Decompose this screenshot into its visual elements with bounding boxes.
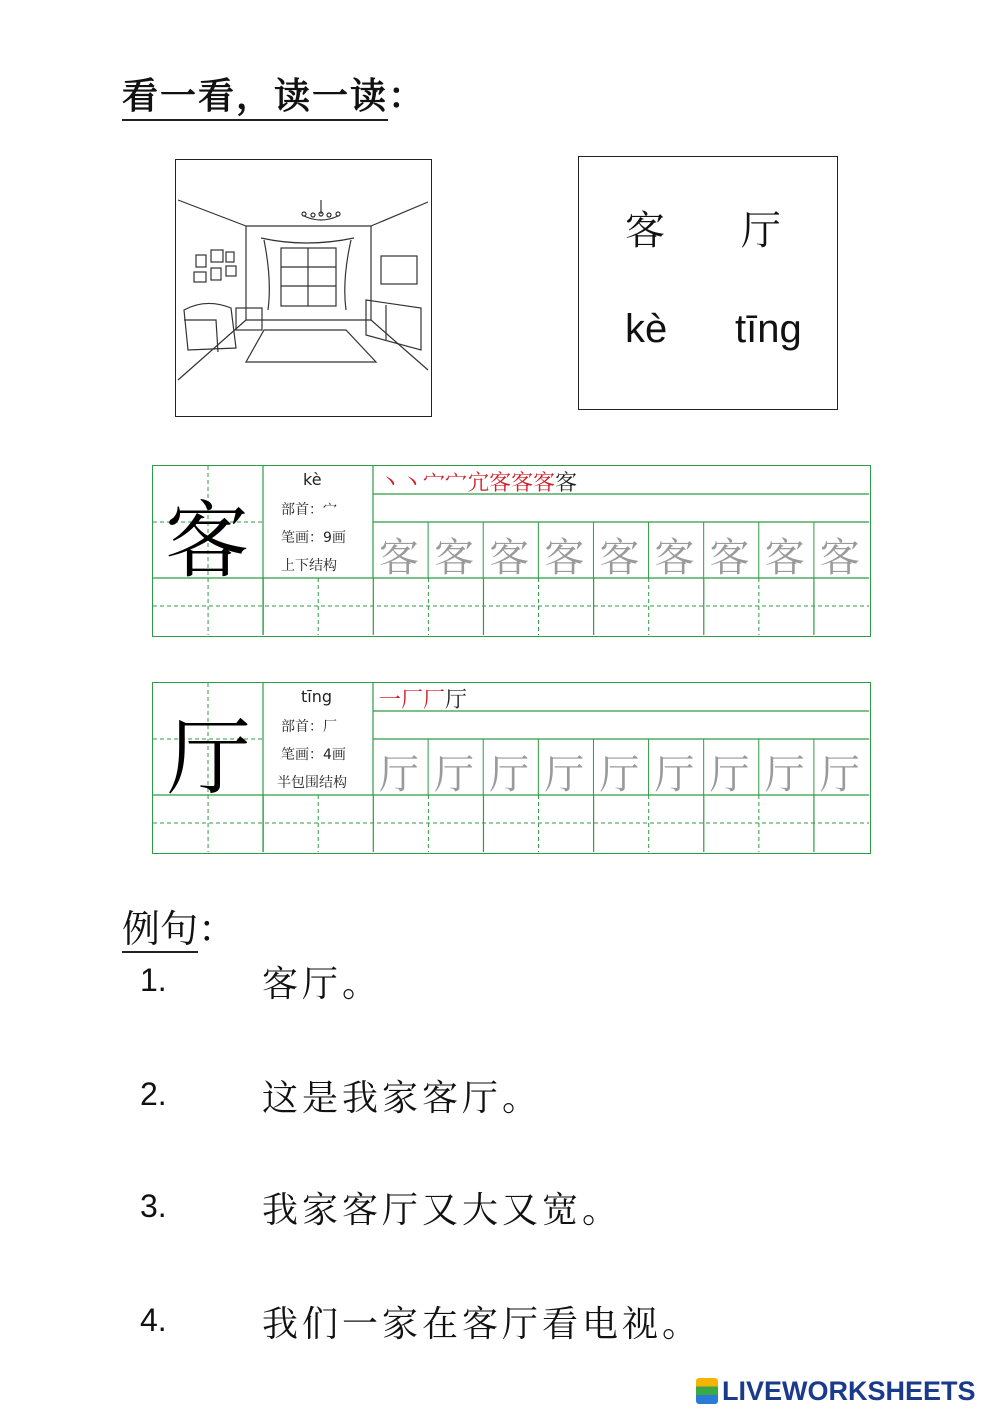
trace-char: 厅 (379, 752, 419, 798)
example-number: 2. (140, 1076, 167, 1112)
trace-char: 厅 (764, 752, 805, 798)
trace-char: 厅 (709, 752, 750, 798)
trace-char: 厅 (654, 752, 695, 798)
trace-char: 厅 (599, 752, 640, 798)
trace-char: 客 (489, 535, 530, 581)
char-radical: 部首：宀 (281, 502, 337, 518)
char-radical: 部首：厂 (281, 719, 337, 735)
char-pinyin: kè (303, 470, 322, 489)
trace-char: 厅 (819, 752, 860, 798)
liveworksheets-logo: LIVEWORKSHEETS (696, 1376, 976, 1407)
example-number: 1. (140, 962, 167, 998)
example-sentence: 我们一家在客厅看电视。 (262, 1304, 703, 1345)
char-card-ting (152, 682, 871, 854)
example-number: 3. (140, 1188, 167, 1224)
trace-char: 厅 (434, 752, 475, 798)
example-sentence: 这是我家客厅。 (262, 1078, 543, 1119)
big-char: 客 (165, 492, 250, 590)
word-char-1: 客 (625, 208, 665, 254)
living-room-picture (175, 159, 432, 417)
char-stroke-count: 笔画：4画 (281, 747, 346, 763)
stroke-step: 宀 (445, 471, 468, 496)
example-sentence: 我家客厅又大又宽。 (262, 1190, 623, 1231)
stroke-step: 客 (555, 471, 578, 496)
examples-title: 例句： (122, 907, 237, 951)
stroke-step: 客 (489, 471, 512, 496)
trace-char: 客 (544, 535, 585, 581)
stroke-order (379, 683, 467, 714)
stroke-order (379, 466, 577, 497)
trace-char: 客 (599, 535, 640, 581)
char-structure: 上下结构 (281, 558, 337, 574)
trace-char: 客 (764, 535, 805, 581)
char-card-ke (152, 465, 871, 637)
stroke-step: 宂 (467, 471, 490, 496)
stroke-step: 厂 (423, 688, 446, 713)
word-char-2: 厅 (741, 208, 781, 254)
stroke-step: 厂 (401, 688, 424, 713)
trace-char: 客 (434, 535, 475, 581)
word-pinyin-1: kè (625, 307, 668, 351)
trace-char: 客 (379, 535, 419, 581)
living-room-illustration-icon (176, 160, 430, 415)
stroke-step: 厅 (445, 688, 468, 713)
stroke-step: 丶 (379, 471, 402, 496)
stroke-step: 客 (533, 471, 556, 496)
trace-char: 厅 (544, 752, 585, 798)
stroke-step: 宀 (423, 471, 446, 496)
stroke-step: 丶 (401, 471, 424, 496)
word-card (578, 156, 838, 410)
trace-char: 厅 (489, 752, 530, 798)
trace-char: 客 (654, 535, 695, 581)
page-title: 看一看，读一读： (122, 68, 426, 119)
logo-icon (696, 1378, 718, 1404)
trace-char: 客 (819, 535, 860, 581)
example-number: 4. (140, 1302, 167, 1338)
char-pinyin: tīng (301, 687, 333, 706)
char-structure: 半包围结构 (277, 775, 347, 791)
stroke-step: 一 (379, 688, 402, 713)
word-pinyin-2: tīng (735, 307, 802, 351)
big-char: 厅 (167, 709, 252, 807)
example-sentence: 客厅。 (262, 964, 383, 1005)
trace-char: 客 (709, 535, 750, 581)
stroke-step: 客 (511, 471, 534, 496)
char-stroke-count: 笔画：9画 (281, 530, 346, 546)
